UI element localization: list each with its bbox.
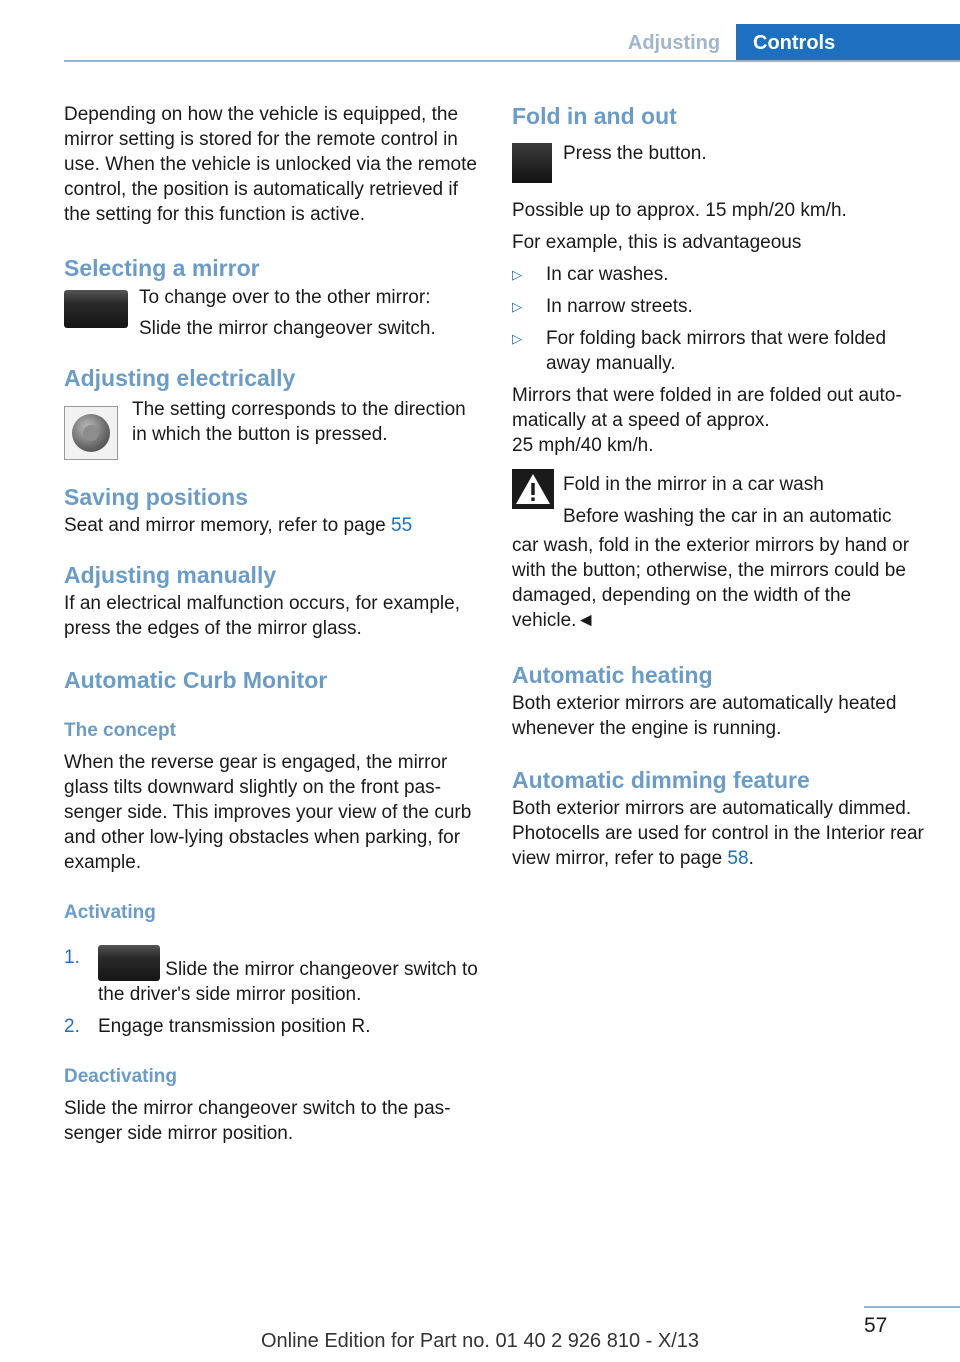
intro-paragraph: Depending on how the vehicle is equipped, the mirror setting is stored for the remote control in use. When the vehicle is unlocked via the remote control, the position is automatically retrieved if the setting for this function is active.: [64, 104, 477, 225]
list-item: 2. Engage transmission position R.: [64, 1016, 371, 1037]
adjusting-manually-text: If an electrical malfunction occurs, for example, press the edges of the mirror glass.: [64, 593, 461, 639]
example-text: For example, this is advantageous: [512, 232, 802, 253]
deactivating-text: Slide the mirror changeover switch to the passenger side mirror position.: [64, 1098, 451, 1144]
mirror-changeover-switch-icon: [64, 290, 128, 328]
folded-out-text: Mirrors that were folded in are folded out automatically at a speed of approx. 25 mph/40 km/h.: [512, 385, 902, 456]
heading-adjusting-electrically: Adjusting electrically: [64, 365, 296, 391]
heating-text: Both exterior mirrors are automatically heated whenever the engine is running.: [512, 693, 897, 739]
warning-title: Fold in the mirror in a car wash: [563, 474, 824, 495]
edition-footer: Online Edition for Part no. 01 40 2 926 810 - X/13: [260, 1330, 700, 1352]
heading-automatic-heating: Automatic heating: [512, 662, 713, 688]
list-item: 1. Slide the mirror changeover switch to the driver's side mirror position.: [64, 947, 478, 1005]
section-tab-adjusting: Adjusting: [627, 32, 721, 54]
heading-concept: The concept: [64, 720, 176, 741]
dimming-text: Both exterior mirrors are automatically dimmed. Photocells are used for control in the Interior rear view mirror, refer to page 58.: [512, 798, 924, 869]
warning-icon: [512, 469, 554, 509]
fold-block: [512, 130, 932, 188]
concept-text: When the reverse gear is engaged, the mirror glass tilts downward slightly on the front passenger side. This improves your view of the curb and other low-lying obstacles when parking, for example.: [64, 752, 472, 873]
selecting-mirror-block: [64, 282, 480, 370]
page-number: 57: [864, 1314, 888, 1337]
heading-saving-positions: Saving positions: [64, 484, 249, 510]
header-divider: [64, 60, 960, 62]
footer-divider: [864, 1306, 960, 1308]
heading-adjusting-manually: Adjusting manually: [64, 562, 277, 588]
direction-button-icon: [64, 406, 118, 460]
left-column: [64, 102, 480, 1146]
heading-activating: Activating: [64, 902, 156, 923]
adjusting-electrically-text: The setting corresponds to the direction in which the button is pressed.: [132, 399, 466, 445]
heading-automatic-dimming: Automatic dimming feature: [512, 767, 810, 793]
list-item: ▷ In car washes.: [512, 264, 669, 285]
chapter-tab-controls: Controls: [736, 24, 960, 62]
selecting-line-1: To change over to the other mirror:: [139, 287, 431, 308]
heading-selecting-mirror: Selecting a mirror: [64, 255, 260, 281]
warning-block: [512, 469, 932, 535]
advantage-list: [512, 262, 932, 376]
list-item: ▷ For folding back mirrors that were folded away manually.: [512, 328, 887, 374]
saving-positions-text: Seat and mirror memory, refer to page 55: [64, 515, 413, 536]
mirror-changeover-switch-icon: [98, 945, 160, 981]
page-link-55[interactable]: 55: [391, 515, 413, 536]
possible-text: Possible up to approx. 15 mph/20 km/h.: [512, 200, 847, 221]
warning-line-1: Before washing the car in an automatic: [563, 506, 892, 527]
right-column: [512, 102, 932, 871]
selecting-line-2: Slide the mirror changeover switch.: [139, 318, 436, 339]
page-link-58[interactable]: 58: [727, 848, 749, 869]
warning-text: car wash, fold in the exterior mirrors by hand or with the button; otherwise, the mirrors could be damaged, depending on the width of the vehicle.◄: [512, 535, 910, 631]
heading-curb-monitor: Automatic Curb Monitor: [64, 667, 328, 693]
fold-line: Press the button.: [563, 143, 707, 164]
list-item: ▷ In narrow streets.: [512, 296, 693, 317]
adjusting-electrically-block: [64, 392, 480, 480]
heading-deactivating: Deactivating: [64, 1066, 177, 1087]
heading-fold-in-out: Fold in and out: [512, 103, 677, 129]
activating-steps: [64, 945, 480, 1039]
fold-button-icon: [512, 143, 552, 183]
